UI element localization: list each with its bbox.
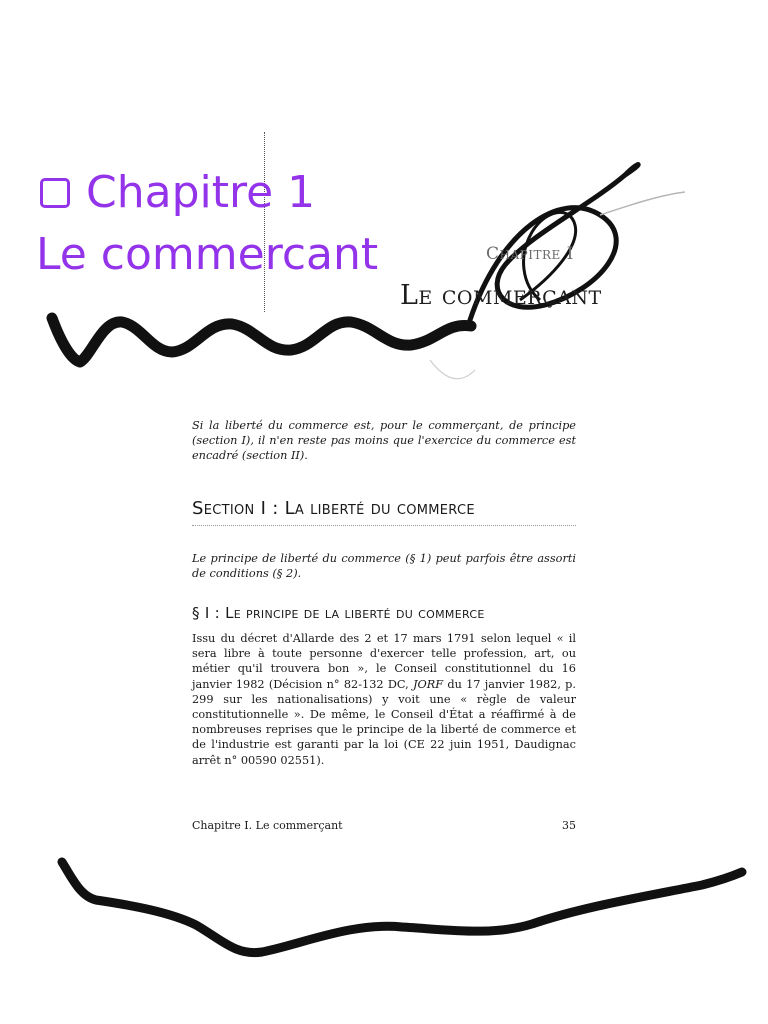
footer-chapter-label: Chapitre I. Le commerçant — [192, 819, 343, 832]
checkbox-icon[interactable] — [40, 178, 70, 208]
body-text-part1: Issu du décret d'Allarde des 2 et 17 mars 1791 selon lequel « il sera libre à toute personne d'exercer telle profession, art, ou métier qu'il trouvera bon », le Conseil constitutionnel du 16 janvier 1982 (Décision n° 82-132 DC, — [192, 632, 576, 691]
banner-chapter-title: Le commerçant — [400, 280, 602, 311]
wave-brushstroke-top — [52, 318, 471, 362]
banner-chapter-label: Chapitre I — [486, 244, 574, 264]
section-intro: Le principe de liberté du commerce (§ 1) peut parfois être assorti de conditions (§ 2). — [192, 552, 576, 580]
chapter-intro: Si la liberté du commerce est, pour le commerçant, de principe (section I), il n'en reste pas moins que l'exercice du commerce est encadré (section II). — [192, 419, 576, 462]
chapter-title — [36, 162, 378, 286]
subsection-heading: § I : Le principe de la liberté du commerce — [192, 604, 485, 622]
body-text-italic: JORF — [412, 677, 444, 691]
flourish-tail-2 — [430, 360, 475, 379]
page-footer — [192, 819, 576, 832]
section-heading: Section I : La liberté du commerce — [192, 498, 576, 526]
chapter-title-line2 — [36, 224, 378, 286]
chapter-title-line1 — [36, 162, 378, 224]
flourish-tail — [600, 192, 685, 215]
chapter-name: Le commercant — [36, 229, 379, 280]
page-number: 35 — [562, 819, 576, 832]
body-paragraph — [192, 631, 576, 768]
body-text-part2: du 17 janvier 1982, p. 299 sur les nationalisations) y voit une « règle de valeur constitutionnelle ». De même, le Conseil d'État a réaffirmé à de nombreuses reprises que le principe de la liberté de commerce et de l'industrie est garanti par la loi (CE 22 juin 1951, Daudignac arrêt n° 00590 02551). — [192, 677, 576, 767]
chapter-number: Chapitre 1 — [86, 167, 316, 218]
wave-brushstroke-bottom — [62, 862, 742, 953]
